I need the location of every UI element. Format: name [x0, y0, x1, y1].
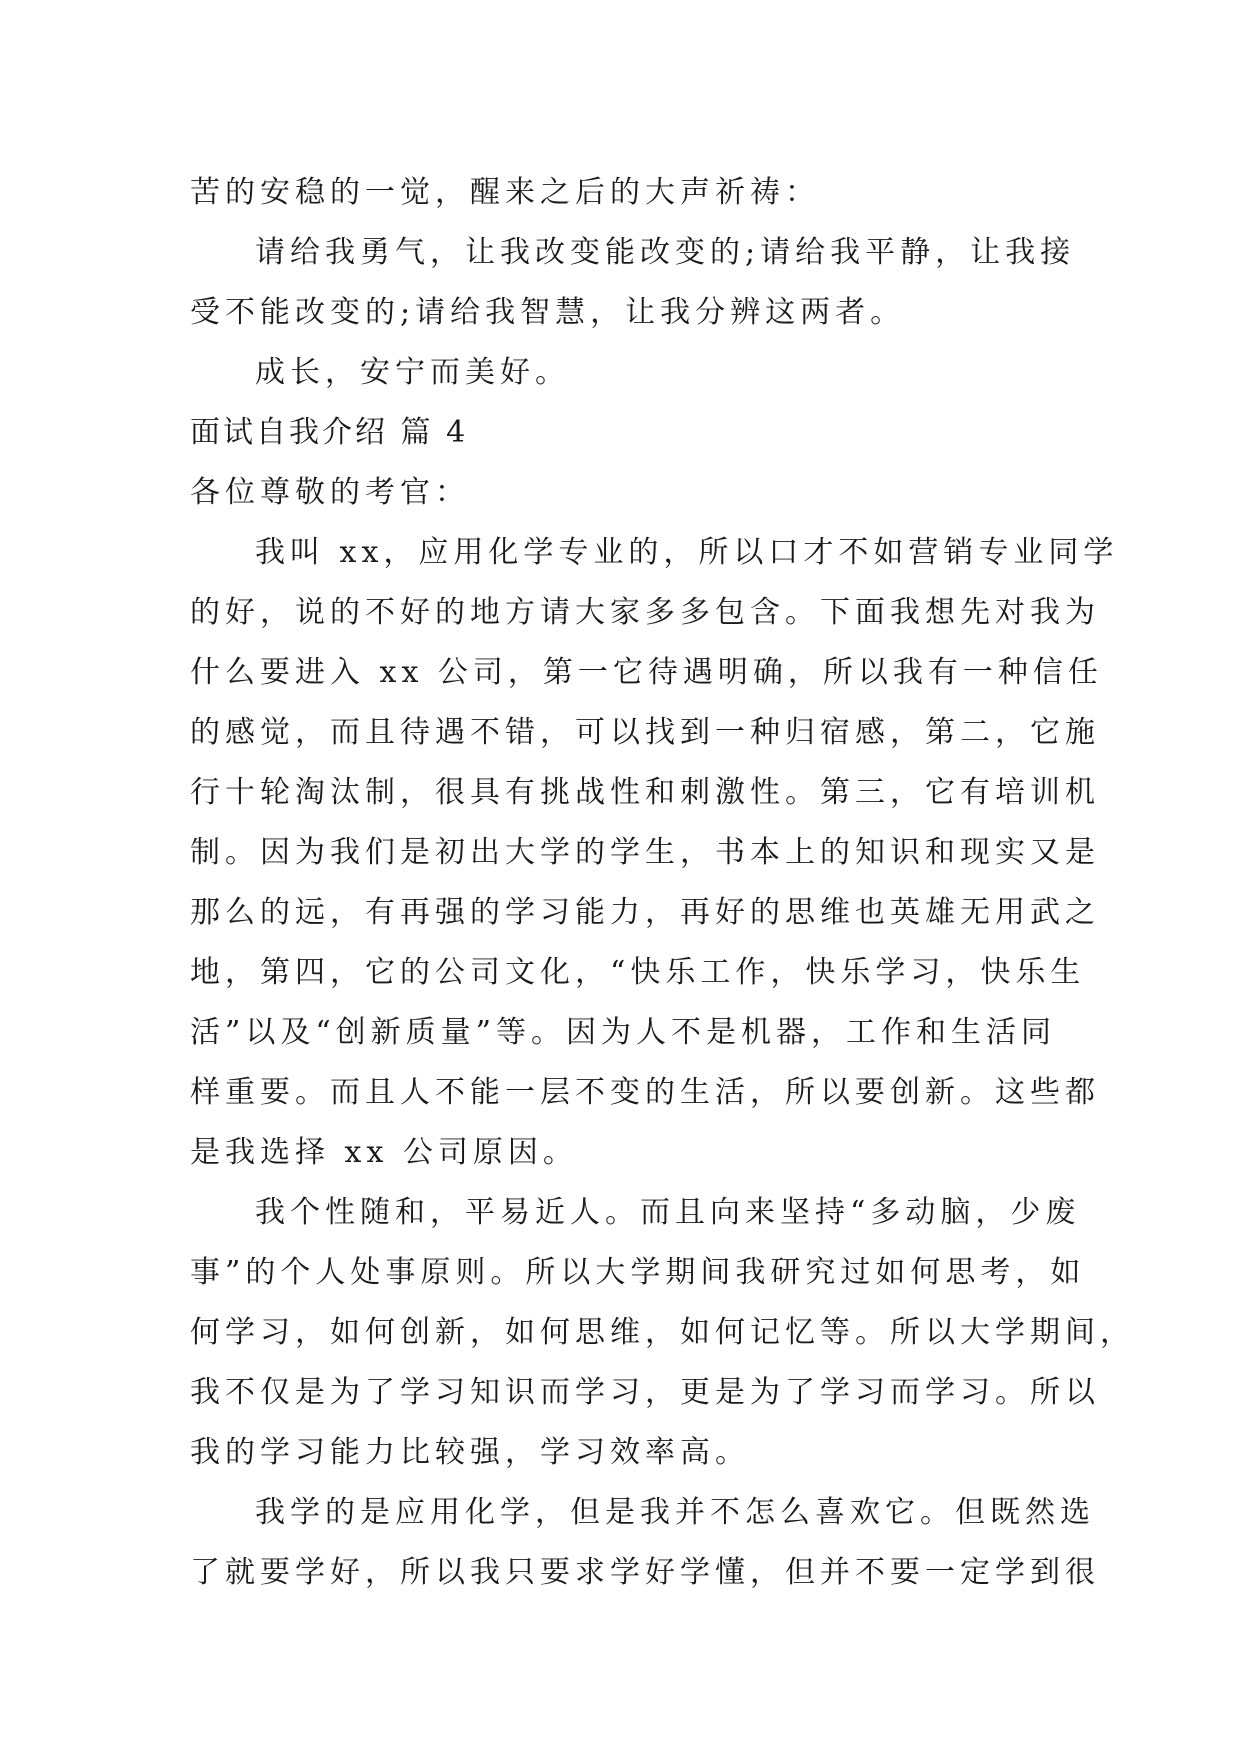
text-line: 事”的个人处事原则。所以大学期间我研究过如何思考，如 — [190, 1255, 1086, 1290]
paragraph-first-line: 我学的是应用化学，但是我并不怎么喜欢它。但既然选 — [255, 1495, 1095, 1530]
text-line: 苦的安稳的一觉，醒来之后的大声祈祷： — [190, 175, 820, 210]
text-line: 我的学习能力比较强，学习效率高。 — [190, 1435, 750, 1470]
text-line: 样重要。而且人不能一层不变的生活，所以要创新。这些都 — [190, 1075, 1100, 1110]
text-line: 活”以及“创新质量”等。因为人不是机器，工作和生活同 — [190, 1015, 1057, 1050]
text-line: 地，第四，它的公司文化，“快乐工作，快乐学习，快乐生 — [190, 955, 1086, 990]
paragraph-first-line: 我叫 xx，应用化学专业的，所以口才不如营销专业同学 — [255, 535, 1119, 570]
text-line: 什么要进入 xx 公司，第一它待遇明确，所以我有一种信任 — [190, 655, 1103, 690]
text-line: 行十轮淘汰制，很具有挑战性和刺激性。第三，它有培训机 — [190, 775, 1100, 810]
text-line: 的好，说的不好的地方请大家多多包含。下面我想先对我为 — [190, 595, 1100, 630]
text-line: 受不能改变的;请给我智慧，让我分辨这两者。 — [190, 295, 906, 330]
text-line: 何学习，如何创新，如何思维，如何记忆等。所以大学期间， — [190, 1315, 1135, 1350]
salutation: 各位尊敬的考官： — [190, 475, 470, 510]
text-line: 那么的远，有再强的学习能力，再好的思维也英雄无用武之 — [190, 895, 1100, 930]
text-line: 了就要学好，所以我只要求学好学懂，但并不要一定学到很 — [190, 1555, 1100, 1590]
paragraph-first-line: 我个性随和，平易近人。而且向来坚持“多动脑，少废 — [255, 1195, 1081, 1230]
paragraph-first-line: 成长，安宁而美好。 — [255, 355, 570, 390]
text-line: 的感觉，而且待遇不错，可以找到一种归宿感，第二，它施 — [190, 715, 1100, 750]
text-line: 是我选择 xx 公司原因。 — [190, 1135, 578, 1170]
text-line: 制。因为我们是初出大学的学生，书本上的知识和现实又是 — [190, 835, 1100, 870]
text-line: 我不仅是为了学习知识而学习，更是为了学习而学习。所以 — [190, 1375, 1100, 1410]
section-heading: 面试自我介绍 篇 4 — [190, 415, 469, 450]
paragraph-first-line: 请给我勇气，让我改变能改变的;请给我平静，让我接 — [255, 235, 1076, 270]
document-page — [190, 163, 1135, 1603]
